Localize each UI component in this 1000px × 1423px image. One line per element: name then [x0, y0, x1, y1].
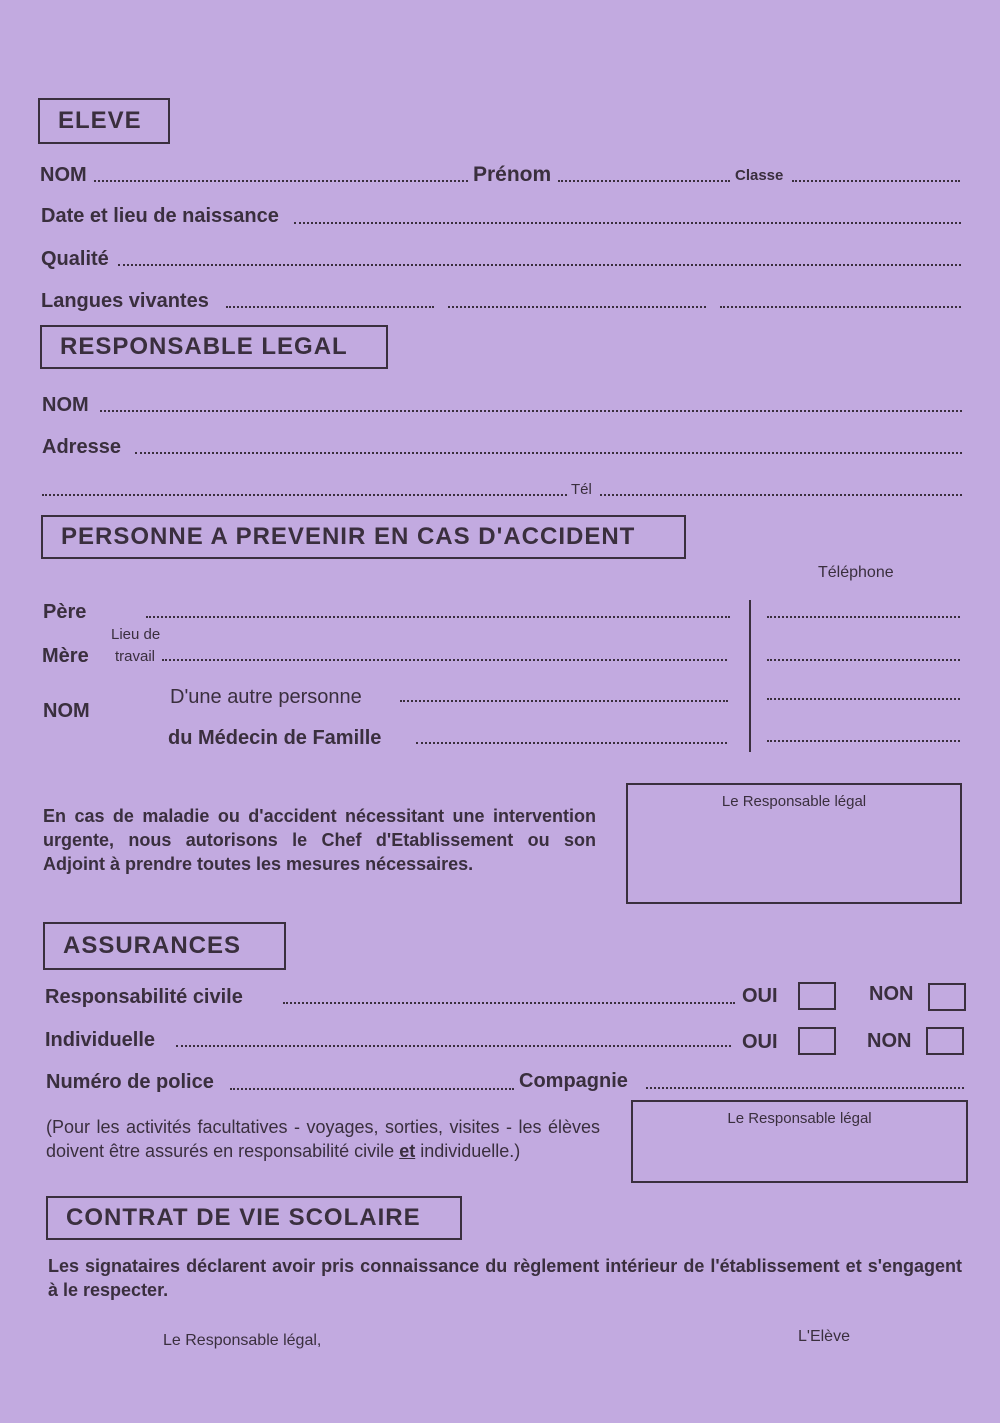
eleve-qualite-field[interactable] [118, 264, 961, 266]
accident-pere-field[interactable] [146, 616, 730, 618]
assurances-rc-oui-label: OUI [742, 985, 778, 1007]
accident-tel1-field[interactable] [767, 616, 960, 618]
eleve-nom-label: NOM [40, 164, 87, 186]
assurances-note [46, 1115, 600, 1163]
accident-tel4-field[interactable] [767, 740, 960, 742]
accident-lieu-travail-1: Lieu de [111, 626, 161, 643]
eleve-classe-label: Classe [735, 167, 784, 184]
eleve-langues-label: Langues vivantes [41, 290, 209, 312]
eleve-heading [38, 98, 170, 144]
assurances-individuelle-field[interactable] [176, 1045, 731, 1047]
responsable-adresse2-field[interactable] [42, 494, 567, 496]
accident-medecin-label: du Médecin de Famille [168, 727, 382, 749]
eleve-heading-text: ELEVE [58, 107, 142, 134]
responsable-tel-field[interactable] [600, 494, 962, 496]
assurances-police-field[interactable] [230, 1088, 514, 1090]
assurances-note-part1: (Pour les activités facultatives - voyages, sorties, visites - les élèves doivent être assurés en responsabilité civile [46, 1117, 600, 1161]
accident-mere-label: Mère [42, 645, 89, 667]
accident-signature-label: Le Responsable légal [721, 793, 867, 810]
responsable-adresse-field[interactable] [135, 452, 962, 454]
assurances-responsabilite-label: Responsabilité civile [45, 986, 243, 1008]
accident-authorization-text: En cas de maladie ou d'accident nécessitant une intervention urgente, nous autorisons le Chef d'Etablissement ou son Adjoint à prendre toutes les mesures nécessaires. [43, 806, 596, 874]
eleve-langue3-field[interactable] [720, 306, 961, 308]
accident-tel3-field[interactable] [767, 698, 960, 700]
contrat-sig-eleve: L'Elève [798, 1328, 850, 1345]
assurances-compagnie-field[interactable] [646, 1087, 964, 1089]
assurances-police-label: Numéro de police [46, 1071, 214, 1093]
eleve-nom-field[interactable] [94, 180, 468, 182]
assurances-rc-oui-checkbox[interactable] [798, 982, 836, 1010]
assurances-ind-non-checkbox[interactable] [926, 1027, 964, 1055]
accident-nom-label: NOM [43, 700, 90, 722]
eleve-prenom-label: Prénom [473, 163, 552, 186]
accident-heading [41, 515, 686, 559]
accident-heading-text: PERSONNE A PREVENIR EN CAS D'ACCIDENT [61, 523, 636, 550]
assurances-responsabilite-field[interactable] [283, 1002, 735, 1004]
assurances-ind-oui-checkbox[interactable] [798, 1027, 836, 1055]
responsable-heading-text: RESPONSABLE LEGAL [60, 333, 348, 360]
assurances-compagnie-label: Compagnie [519, 1070, 628, 1092]
eleve-naissance-label: Date et lieu de naissance [41, 205, 279, 227]
eleve-qualite-label: Qualité [41, 248, 109, 270]
assurances-rc-non-checkbox[interactable] [928, 983, 966, 1011]
eleve-naissance-field[interactable] [294, 222, 961, 224]
responsable-tel-label: Tél [571, 481, 592, 498]
contrat-sig-responsable: Le Responsable légal, [163, 1332, 322, 1349]
accident-pere-label: Père [43, 601, 87, 623]
accident-autre-field[interactable] [400, 700, 728, 702]
eleve-classe-field[interactable] [792, 180, 960, 182]
assurances-rc-non-label: NON [869, 983, 914, 1005]
assurances-note-et: et [399, 1141, 416, 1161]
assurances-heading-text: ASSURANCES [63, 932, 242, 959]
responsable-adresse-label: Adresse [42, 436, 121, 458]
assurances-ind-oui-label: OUI [742, 1031, 778, 1053]
accident-mere-field[interactable] [162, 659, 727, 661]
contrat-heading [46, 1196, 462, 1240]
assurances-signature-box[interactable] [631, 1100, 968, 1183]
responsable-heading [40, 325, 388, 369]
assurances-signature-label: Le Responsable légal [727, 1110, 872, 1127]
eleve-langue2-field[interactable] [448, 306, 706, 308]
accident-medecin-field[interactable] [416, 742, 727, 744]
accident-tel2-field[interactable] [767, 659, 960, 661]
accident-autre-label: D'une autre personne [170, 686, 362, 708]
eleve-langue1-field[interactable] [226, 306, 434, 308]
contrat-heading-text: CONTRAT DE VIE SCOLAIRE [66, 1204, 421, 1231]
accident-divider [749, 600, 751, 752]
assurances-ind-non-label: NON [867, 1030, 912, 1052]
assurances-individuelle-label: Individuelle [45, 1029, 156, 1051]
accident-lieu-travail-2: travail [115, 648, 156, 665]
assurances-note-part2: individuelle.) [415, 1141, 521, 1161]
responsable-nom-field[interactable] [100, 410, 962, 412]
responsable-nom-label: NOM [42, 394, 89, 416]
accident-telephone-label: Téléphone [818, 564, 894, 581]
eleve-prenom-field[interactable] [558, 180, 730, 182]
assurances-heading [43, 922, 286, 970]
accident-signature-box[interactable] [626, 783, 962, 904]
contrat-text: Les signataires déclarent avoir pris connaissance du règlement intérieur de l'établissement et s'engagent à le respecter. [48, 1256, 962, 1300]
